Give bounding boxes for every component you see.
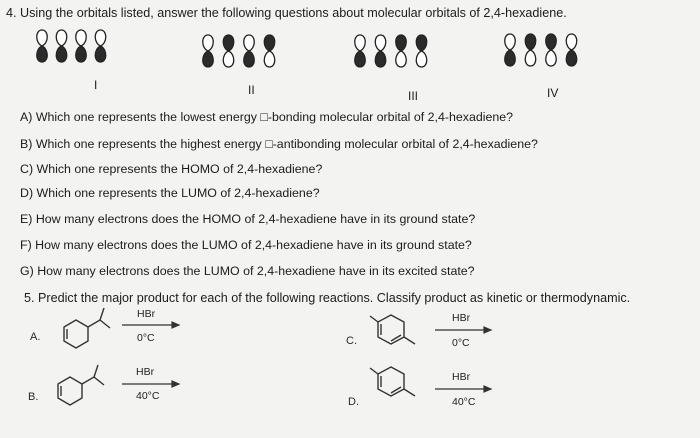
question-4f: F) How many electrons does the LUMO of 2,4-hexadiene have in its ground state? [20, 238, 472, 252]
reagent-a: HBr [137, 308, 156, 320]
question-4-title: 4. Using the orbitals listed, answer the following questions about molecular orbitals of 2,4-hexadiene. [6, 6, 567, 20]
arrowhead-b [172, 381, 179, 387]
question-5-title: 5. Predict the major product for each of the following reactions. Classify product as kinetic or thermodynamic. [24, 291, 631, 305]
question-4b: B) Which one represents the highest energy □-antibonding molecular orbital of 2,4-hexadiene? [20, 137, 538, 151]
reaction-label-b: B. [28, 391, 39, 403]
reaction-label-c: C. [346, 335, 357, 347]
question-4c: C) Which one represents the HOMO of 2,4-hexadiene? [20, 162, 323, 176]
orbital-label-4: IV [547, 86, 559, 100]
orbital-label-1: I [94, 78, 98, 92]
reaction-label-d: D. [348, 396, 359, 408]
question-4a: A) Which one represents the lowest energy □-bonding molecular orbital of 2,4-hexadiene? [20, 110, 514, 124]
reagent-d: HBr [452, 371, 471, 383]
arrowhead-c [484, 327, 491, 333]
question-4d: D) Which one represents the LUMO of 2,4-hexadiene? [20, 186, 320, 200]
reactant-c-structure [370, 315, 415, 344]
reactant-d-structure [370, 367, 415, 396]
orbital-label-2: II [248, 83, 255, 97]
condition-a: 0°C [137, 332, 155, 344]
reagent-c: HBr [452, 312, 471, 324]
question-4g: G) How many electrons does the LUMO of 2,4-hexadiene have in its excited state? [20, 264, 475, 278]
reagent-b: HBr [136, 366, 155, 378]
reactant-b-structure [58, 365, 104, 405]
arrowhead-a [172, 322, 179, 328]
condition-c: 0°C [452, 337, 470, 349]
condition-b: 40°C [136, 390, 160, 402]
question-4e: E) How many electrons does the HOMO of 2,4-hexadiene have in its ground state? [20, 212, 476, 226]
arrowhead-d [484, 386, 491, 392]
condition-d: 40°C [452, 396, 476, 408]
orbital-label-3: III [408, 89, 419, 103]
reaction-label-a: A. [30, 331, 41, 343]
reactant-a-structure [64, 308, 110, 348]
